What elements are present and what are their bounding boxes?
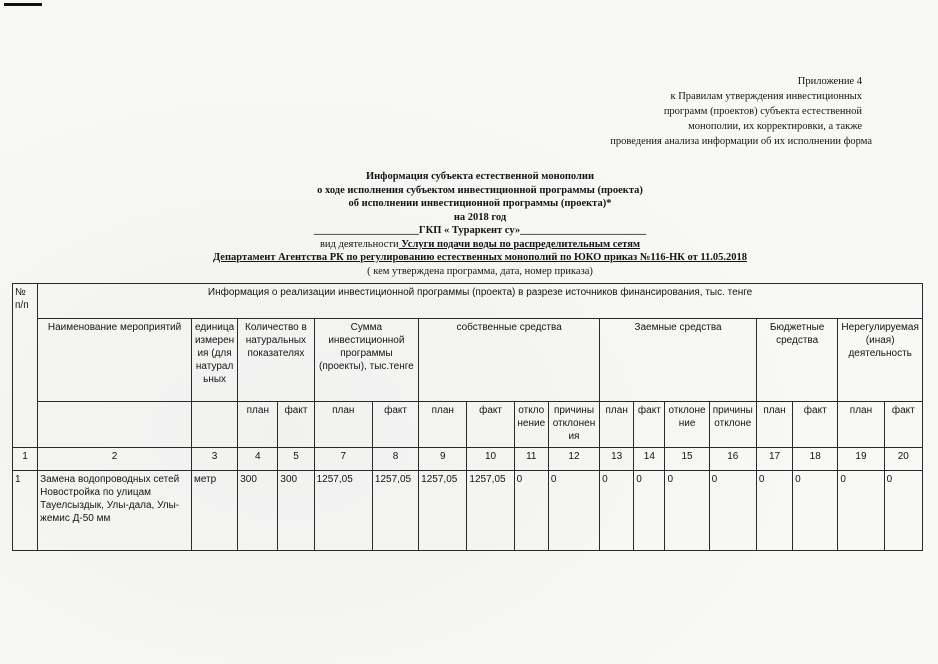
investment-table [12,283,923,551]
table-cell: 0 [793,471,838,551]
header-unit: единица измерения (для натуральных [191,319,237,402]
activity-value: Услуги подачи воды по распределительным сетям [398,238,641,250]
subheader-plan: план [756,402,792,448]
header-sum: Сумма инвестиционной программы (проекты), тыс.тенге [314,319,419,402]
title-line: Информация субъекта естественной монополии [365,171,595,182]
row-number: 1 [13,471,38,551]
subheader-reasons: причины отклонения [548,402,599,448]
title-block [180,170,780,278]
subheader-fact: факт [793,402,838,448]
column-number: 8 [372,448,418,471]
table-cell: 300 [238,471,278,551]
corner-mark [4,3,42,6]
year-line: на 2018 год [453,211,507,223]
table-cell: 1257,05 [467,471,514,551]
row-unit: метр [191,471,237,551]
column-number: 5 [278,448,314,471]
subheader-plan: план [838,402,884,448]
table-cell: 1257,05 [419,471,467,551]
table-cell: 300 [278,471,314,551]
appendix-line: Приложение 4 [797,76,862,87]
header-quantity: Количество в натуральных показателях [238,319,314,402]
table-cell: 0 [634,471,665,551]
activity-line [180,238,780,252]
table-cell: 0 [884,471,922,551]
activity-prefix: вид деятельности [319,238,399,250]
header-loan: Заемные средства [600,319,757,402]
table-cell: 0 [665,471,709,551]
appendix-line: программ (проектов) субъекта естественной [663,106,862,117]
header-own: собственные средства [419,319,600,402]
column-number: 18 [793,448,838,471]
column-number: 1 [13,448,38,471]
table-cell: 0 [514,471,548,551]
column-number: 3 [191,448,237,471]
subheader-fact: факт [467,402,514,448]
subheader-fact: факт [372,402,418,448]
table-row [13,471,923,551]
appendix-line: монополии, их корректировки, а также [688,121,862,132]
header-other: Нерегулируемая (иная) деятельность [838,319,923,402]
appendix-block [542,74,872,149]
column-number: 20 [884,448,922,471]
table-cell: 0 [709,471,756,551]
row-name: Замена водопроводных сетей Новостройка по улицам Тауелсыздык, Улы-дала, Улы-жемис Д-50 мм [38,471,192,551]
table-cell: 0 [838,471,884,551]
subheader-fact: факт [634,402,665,448]
column-number: 10 [467,448,514,471]
column-number: 16 [709,448,756,471]
column-number: 15 [665,448,709,471]
column-number: 14 [634,448,665,471]
column-number: 9 [419,448,467,471]
header-budget: Бюджетные средства [756,319,837,402]
appendix-line: проведения анализа информации об их исполнении форма [610,136,872,147]
col-num-header: № п/п [13,284,38,448]
table-cell: 0 [548,471,599,551]
table-cell: 1257,05 [372,471,418,551]
column-number: 17 [756,448,792,471]
subheader-fact: факт [884,402,922,448]
approval-note: ( кем утверждена программа, дата, номер приказа) [367,265,593,277]
appendix-line: к Правилам утверждения инвестиционных [670,91,862,102]
column-number: 12 [548,448,599,471]
subheader-plan: план [314,402,372,448]
header-name: Наименование мероприятий [38,319,192,402]
subheader-fact: факт [278,402,314,448]
table-cell: 0 [756,471,792,551]
column-number: 4 [238,448,278,471]
column-number: 19 [838,448,884,471]
column-number: 7 [314,448,372,471]
subheader-deviation: отклонение [665,402,709,448]
column-number: 2 [38,448,192,471]
column-number: 11 [514,448,548,471]
column-number: 13 [600,448,634,471]
subheader-reasons: причины отклоне [709,402,756,448]
table-cell: 1257,05 [314,471,372,551]
title-line: о ходе исполнения субъектом инвестиционной программы (проекта) [317,184,643,196]
subheader-plan: план [238,402,278,448]
table-cell: 0 [600,471,634,551]
subheader-plan: план [419,402,467,448]
company-line: ____________________ГКП « Тураркент су»________________________ [313,225,647,236]
subheader-empty [191,402,237,448]
subheader-deviation: отклонение [514,402,548,448]
title-line: об исполнении инвестиционной программы (проекта)* [348,198,612,209]
subheader-empty [38,402,192,448]
top-header: Информация о реализации инвестиционной программы (проекта) в разрезе источников финансирования, тыс. тенге [38,284,923,319]
subheader-plan: план [600,402,634,448]
department-line: Департамент Агентства РК по регулированию естественных монополий по ЮКО приказ №116-НК от 11.05.2018 [212,252,748,263]
